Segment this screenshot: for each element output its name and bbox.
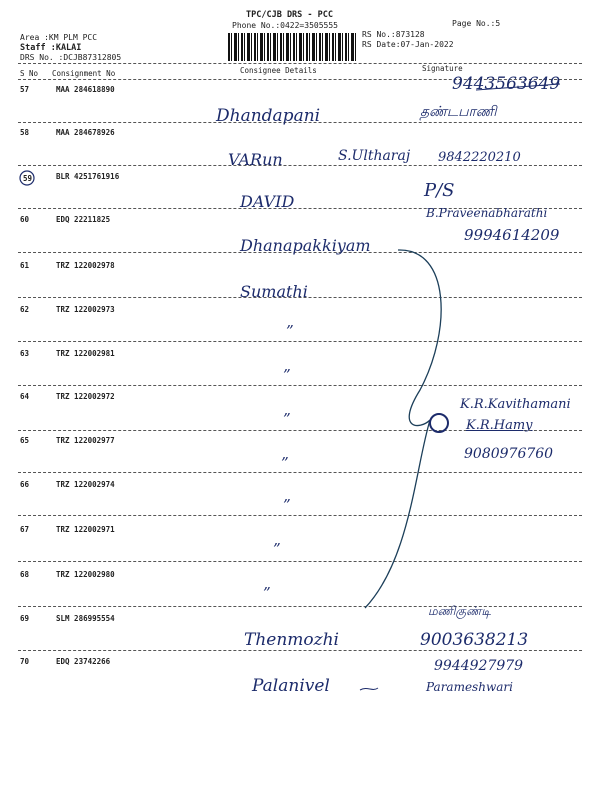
handwritten-name: Dhandapani bbox=[216, 106, 321, 126]
handwritten-name: Sumathi bbox=[240, 282, 308, 301]
drs-number: DRS No. :DCJB87312805 bbox=[20, 53, 122, 62]
handwritten-name: Palanivel bbox=[252, 676, 330, 696]
consignment-number: TRZ 122002978 bbox=[56, 261, 115, 270]
handwritten-signature: Parameshwari bbox=[426, 680, 513, 694]
sno: 63 bbox=[20, 349, 30, 358]
handwritten-name: Thenmozhi bbox=[244, 630, 339, 650]
consignment-number: MAA 284678926 bbox=[56, 128, 115, 137]
staff-label: Staff :KALAI bbox=[20, 43, 82, 53]
consignment-number: TRZ 122002980 bbox=[56, 570, 115, 579]
col-signature: Signature bbox=[422, 64, 463, 73]
consignment-number: BLR 4251761916 bbox=[56, 172, 120, 181]
handwritten-phone: 9443563649 bbox=[452, 74, 561, 94]
handwritten-signature: K.R.Hamy bbox=[466, 418, 533, 433]
handwritten-signature: மணிகுண்டி bbox=[428, 604, 491, 618]
consignment-number: TRZ 122002981 bbox=[56, 349, 115, 358]
handwritten-phone: 9003638213 bbox=[420, 630, 529, 650]
rs-date: RS Date:07-Jan-2022 bbox=[362, 40, 454, 49]
handwritten-signature: P/S bbox=[424, 180, 455, 201]
handwritten-phone: 9994614209 bbox=[464, 226, 560, 244]
consignment-number: TRZ 122002977 bbox=[56, 436, 115, 445]
signature-underline bbox=[360, 688, 378, 690]
ditto-mark: ” bbox=[283, 410, 291, 428]
area-label: Area :KM PLM PCC bbox=[20, 33, 98, 42]
col-sno: S No bbox=[20, 69, 39, 78]
sno: 68 bbox=[20, 570, 30, 579]
signature-underline bbox=[476, 84, 560, 90]
circle-mark-59 bbox=[20, 171, 34, 185]
ditto-mark: ” bbox=[283, 496, 291, 514]
col-consignment: Consignment No bbox=[52, 69, 116, 78]
ditto-mark: ” bbox=[263, 584, 271, 602]
phone-number: Phone No.:0422=3505555 bbox=[232, 21, 338, 30]
consignment-number: TRZ 122002974 bbox=[56, 480, 115, 489]
sno: 58 bbox=[20, 128, 30, 137]
ditto-mark: ” bbox=[273, 540, 281, 558]
consignment-number: TRZ 122002972 bbox=[56, 392, 115, 401]
col-consignee: Consignee Details bbox=[240, 66, 317, 75]
consignment-number: TRZ 122002971 bbox=[56, 525, 115, 534]
handwritten-signature: தண்டபாணி bbox=[420, 104, 497, 120]
handwritten-name: S.Ultharaj bbox=[338, 148, 411, 164]
handwritten-phone: 9842220210 bbox=[438, 150, 521, 165]
sno: 69 bbox=[20, 614, 30, 623]
sno: 61 bbox=[20, 261, 30, 270]
sno: 70 bbox=[20, 657, 30, 666]
handwritten-name: DAVID bbox=[240, 192, 295, 211]
sno: 62 bbox=[20, 305, 30, 314]
handwritten-signature: B.Praveenabharathi bbox=[426, 206, 548, 220]
sno: 67 bbox=[20, 525, 30, 534]
sno: 59 bbox=[23, 174, 33, 183]
ditto-mark: ” bbox=[281, 454, 289, 472]
ditto-mark: ” bbox=[286, 322, 294, 340]
circle-mark-65 bbox=[430, 414, 448, 432]
handwritten-phone: 9080976760 bbox=[464, 446, 554, 462]
sno: 60 bbox=[20, 215, 30, 224]
handwritten-signature: K.R.Kavithamani bbox=[460, 397, 571, 412]
sno: 65 bbox=[20, 436, 30, 445]
consignment-number: EDQ 22211825 bbox=[56, 215, 111, 224]
consignment-number: EDQ 23742266 bbox=[56, 657, 111, 666]
consignment-number: SLM 286995554 bbox=[56, 614, 115, 623]
handwritten-name: Dhanapakkiyam bbox=[240, 236, 371, 255]
ditto-mark: ” bbox=[283, 366, 291, 384]
consignment-number: TRZ 122002973 bbox=[56, 305, 115, 314]
consignment-number: MAA 284618890 bbox=[56, 85, 115, 94]
document-title: TPC/CJB DRS - PCC bbox=[246, 10, 333, 20]
sno: 64 bbox=[20, 392, 30, 401]
sno: 57 bbox=[20, 85, 30, 94]
handwritten-name: VARun bbox=[228, 150, 283, 169]
sno: 66 bbox=[20, 480, 30, 489]
handwritten-phone: 9944927979 bbox=[434, 658, 524, 674]
rs-number: RS No.:873128 bbox=[362, 30, 425, 39]
page-number: Page No.:5 bbox=[452, 19, 501, 28]
bracket-curve bbox=[365, 250, 441, 608]
